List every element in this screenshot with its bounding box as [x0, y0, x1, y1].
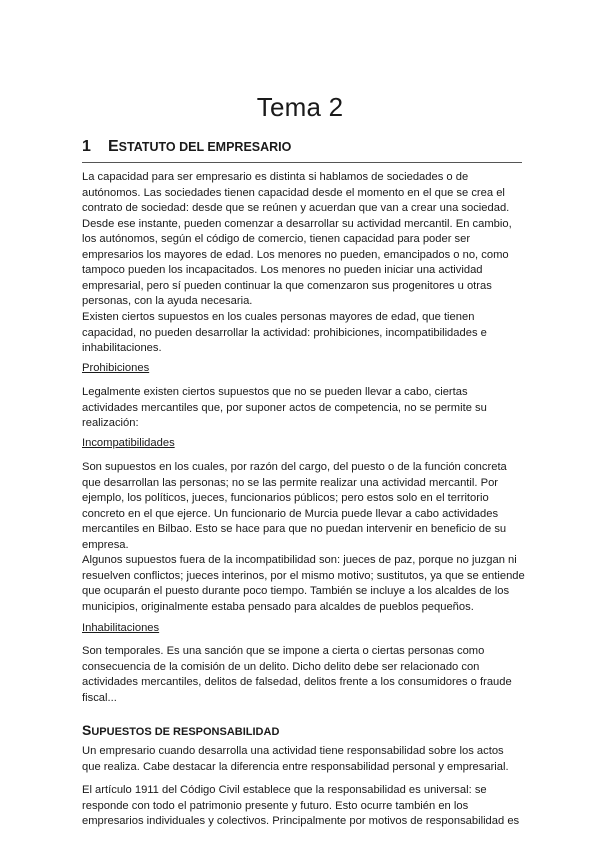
- paragraph-articulo-1911: [82, 783, 522, 830]
- text-line: los autónomos, según el código de comercio, tienen capacidad para poder ser: [82, 233, 471, 245]
- heading-initial: S: [82, 722, 92, 738]
- text-line: fiscal...: [82, 691, 117, 704]
- text-line: concreto en el que ejerce. Un funcionario de Murcia puede llevar a cabo actividades: [82, 507, 499, 520]
- paragraph-responsabilidad: [82, 744, 522, 775]
- heading-initial: E: [108, 138, 119, 155]
- text-line: actividades mercantiles, delitos de falsedad, delitos frente a los consumidores o fraude: [82, 676, 512, 688]
- heading-rest: UPUESTOS DE RESPONSABILIDAD: [91, 726, 280, 738]
- text-line: empresarial, pero sí pueden continuar la que comenzaron sus progenitores u otras: [82, 279, 492, 292]
- text-line: empresarios los mayores de edad. Los menores no pueden, emancipados o no, como: [82, 248, 509, 261]
- text-line: La capacidad para ser empresario es distinta si hablamos de sociedades o de: [82, 171, 469, 183]
- text-line: Legalmente existen ciertos supuestos que no se pueden llevar a cabo, ciertas: [82, 386, 468, 398]
- text-line: Son supuestos en los cuales, por razón del cargo, del puesto o de la función concreta: [82, 461, 507, 473]
- paragraph-supuestos: [82, 310, 522, 357]
- text-line: El artículo 1911 del Código Civil establece que la responsabilidad es universal: se: [82, 784, 487, 796]
- text-line: capacidad, no pueden desarrollar la actividad: prohibiciones, incompatibilidades e: [82, 326, 487, 339]
- text-line: resuelven conflictos; jueces interinos, por el mismo motivo; sustitutos, ya que se entiende: [82, 569, 525, 582]
- paragraph-excepciones: [82, 553, 525, 615]
- text-line: Un empresario cuando desarrolla una actividad tiene responsabilidad sobre los actos: [82, 745, 504, 757]
- paragraph-incompatibilidades: [82, 460, 522, 553]
- text-line: Existen ciertos supuestos en los cuales personas mayores de edad, que tienen: [82, 311, 475, 323]
- text-line: contrato de sociedad: desde que se reúnen y acuerdan que van a crear una sociedad.: [82, 202, 510, 214]
- text-line: que ocuparán el puesto durante poco tiempo. También se incluye a los alcaldes de los: [82, 585, 510, 597]
- text-line: tampoco pueden los incapacitados. Los menores no pueden iniciar una actividad: [82, 264, 483, 276]
- document-title: Tema 2: [256, 92, 344, 122]
- text-line: Desde ese instante, pueden comenzar a desarrollar su actividad mercantil. En cambio,: [82, 217, 512, 230]
- subheading-prohibiciones: Prohibiciones: [82, 362, 150, 374]
- subheading-inhabilitaciones: Inhabilitaciones: [82, 622, 160, 634]
- text-line: actividades mercantiles que, por suponer actos de competencia, no se permite su: [82, 401, 487, 414]
- text-line: municipios, originalmente estaba pensado para alcaldes de pueblos pequeños.: [82, 600, 474, 613]
- section-heading-responsabilidad: [82, 722, 279, 740]
- text-line: realización:: [82, 417, 139, 429]
- subheading-incompatibilidades: Incompatibilidades: [82, 437, 175, 449]
- text-line: consecuencia de la comisión de un delito. Dicho delito debe ser relacionado con: [82, 660, 480, 673]
- text-line: responde con todo el patrimonio presente y futuro. Esto ocurre también en los: [82, 799, 469, 812]
- paragraph-inhabilitaciones: [82, 644, 522, 706]
- text-line: autónomos. Las sociedades tienen capacidad desde el momento en el que se crea el: [82, 186, 505, 199]
- heading-rest: STATUTO DEL EMPRESARIO: [118, 140, 292, 154]
- paragraph-capacidad: [82, 170, 522, 310]
- text-line: empresarios individuales y colectivos. Principalmente por motivos de responsabilidad es: [82, 815, 520, 827]
- paragraph-prohibiciones: [82, 385, 522, 432]
- text-line: ejemplo, los políticos, jueces, funcionarios públicos; pero estos solo en el territorio: [82, 492, 489, 504]
- text-line: que desarrollan las personas; no se las permite realizar una actividad mercantil. Por: [82, 476, 499, 489]
- text-line: mercantiles en Bilbao. Esto se hace para que no puedan intervenir en beneficio de su: [82, 523, 507, 535]
- section-heading-estatuto: [82, 138, 522, 163]
- text-line: que realiza. Cabe destacar la diferencia entre responsabilidad personal y empresarial.: [82, 760, 509, 773]
- text-line: inhabilitaciones.: [82, 342, 162, 354]
- section-number: 1: [82, 138, 91, 155]
- text-line: empresa.: [82, 538, 129, 551]
- text-line: personas, con la ayuda necesaria.: [82, 295, 253, 307]
- text-line: Son temporales. Es una sanción que se impone a cierta o ciertas personas como: [82, 645, 485, 657]
- text-line: Algunos supuestos fuera de la incompatibilidad son: jueces de paz, porque no juzgan ni: [82, 554, 517, 566]
